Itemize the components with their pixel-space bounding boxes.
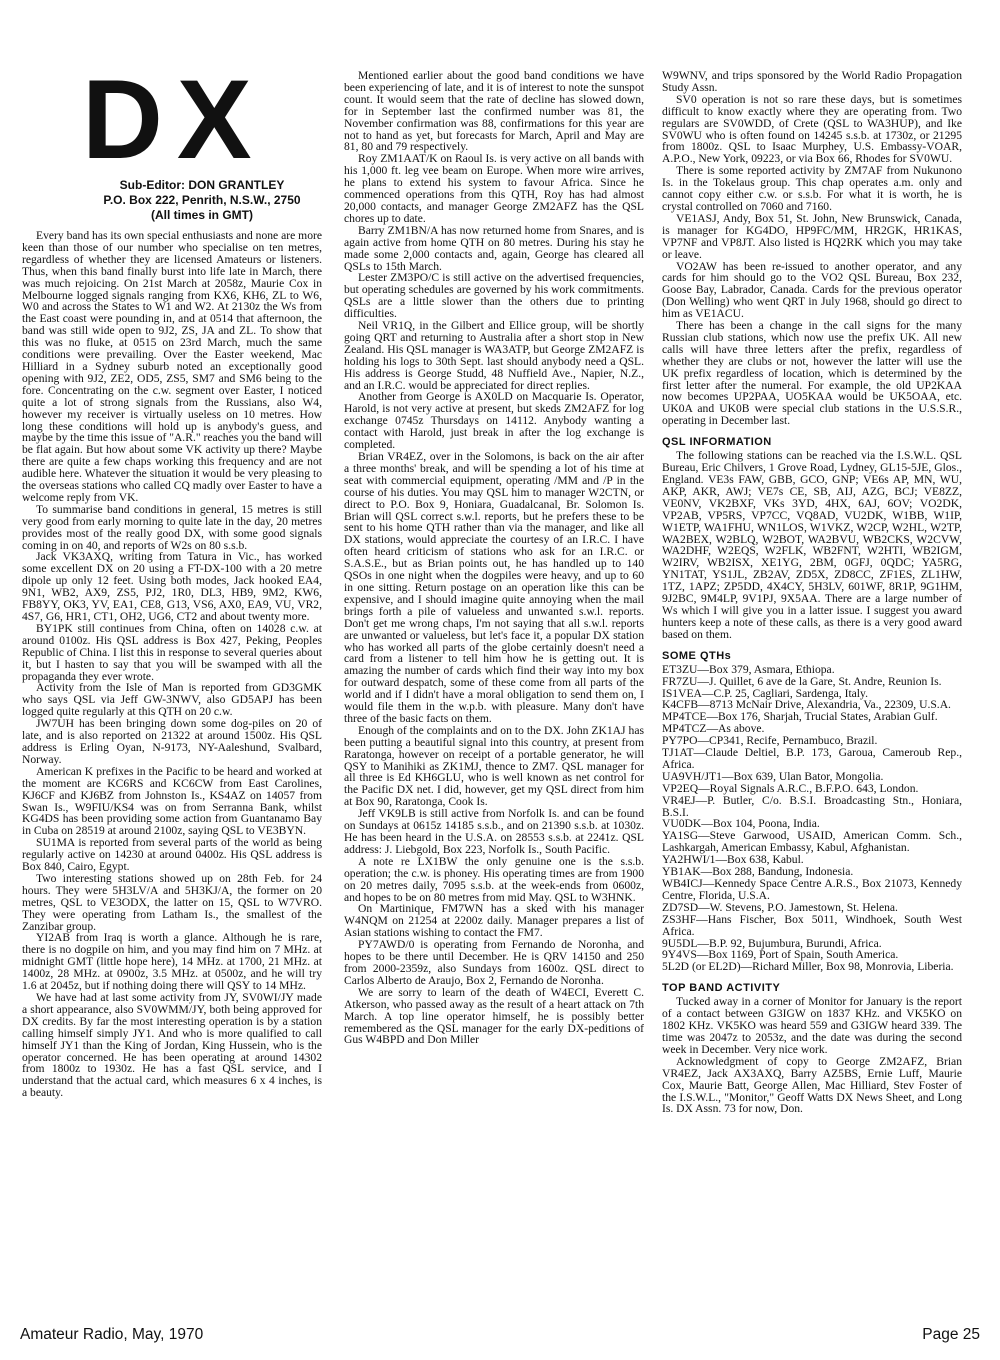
qth-entry: ET3ZU—Box 379, Asmara, Ethiopa. xyxy=(662,662,835,676)
qth-entry: YB1AK—Box 288, Bandung, Indonesia. xyxy=(662,865,854,879)
paragraph: Roy ZM1AAT/K on Raoul Is. is very active on all bands with his 1,000 ft. leg vee beam on Europe. When more wire arrives, he plans to extend his system to favour Africa. Since he commenced operations from this QTH, Roy has had almost 20,000 contacts, and manager George ZM2AFZ has the QSL chores up to date. xyxy=(344,152,644,225)
qth-entry: UA9VH/JT1—Box 639, Ulan Bator, Mongolia. xyxy=(662,769,884,783)
time-note: (All times in GMT) xyxy=(151,208,253,222)
section-title: DX xyxy=(82,57,266,182)
paragraph: SU1MA is reported from several parts of the world as being regularly active on 14230 at around 0400z. His QSL address is Box 840, Cairo, Egypt. xyxy=(22,836,322,874)
paragraph: VO2AW has been re-issued to another operator, and any cards for him should go to the VO2 QSL Bureau, Box 232, Goose Bay, Labrador, Canada. Cards for the previous operator (Don Welling) who went QRT in July 1968, should go direct to him as VE1ACU. xyxy=(662,259,962,321)
qth-entry: 9U5DL—B.P. 92, Bujumbura, Burundi, Africa. xyxy=(662,936,882,950)
qth-entry: WB4ICJ—Kennedy Space Centre A.R.S., Box 21073, Kennedy Centre, Florida, U.S.A. xyxy=(662,877,962,902)
publication-line: Amateur Radio, May, 1970 xyxy=(20,1326,204,1343)
qth-entry: YA2HWI/1—Box 638, Kabul. xyxy=(662,853,804,867)
qth-entry: 9Y4VS—Box 1169, Port of Spain, South America. xyxy=(662,948,899,962)
column-1-text xyxy=(22,230,322,1099)
acknowledgment-text: Acknowledgment of copy to George ZM2AFZ, Brian VR4EZ, Jack AX3AXQ, Barry AZ5BS, Ernie Luff, Maurie Cox, Maurie Batt, George Allen, Mac Hilliard, Stev Foster of the I.S.W.L., "Monitor," Geoff Watts DX News Sheet, and Long Is. DX Assn. 73 for now, Don. xyxy=(662,1054,962,1116)
some-qths-heading: SOME QTHs xyxy=(662,649,732,662)
column-3 xyxy=(662,70,962,1115)
qth-entry: FR7ZU—J. Quillet, 6 ave de la Gare, St. Andre, Reunion Is. xyxy=(662,674,942,688)
paragraph: There is some reported activity by ZM7AF from Nukunono Is. in the Tokelaus group. This chap operates a.m. only and cannot copy either c.w. or s.s.b. For what it is worth, he is crystal controlled on 7060 and 7160. xyxy=(662,164,962,213)
paragraph: JW7UH has been bringing down some dog-piles on 20 of late, and is also reported on 21322 at around 1500z. His QSL address is Erling Oyan, N-9173, NY-Aaleshund, Svalbard, Norway. xyxy=(22,717,322,766)
paragraph: There has been a change in the call signs for the many Russian club stations, which now use the prefix UK. All new calls will have three letters after the prefix, regardless of whether they are clubs or not, however the latter will use the UK prefix regardless of location, which is determined by the first letter after the numeral. For example, the old UP2KAA now becomes UP2PAA, UO5KAA would be UK5OAA, etc. UK0A and UK0B were special club stations in the U.S.S.R., operating in December last. xyxy=(662,319,962,428)
paragraph: Activity from the Isle of Man is reported from GD3GMK who says QSL via Jeff GW-3NWV, also GD5APJ has been logged quite regularly at this QTH on 20 c.w. xyxy=(22,681,322,719)
paragraph: Every band has its own special enthusiasts and none are more keen than those of our number who specialise on ten metres, regardless of whether they are licensed Amateurs or listeners. Thus, when this band finally burst into life late in March, there was much rejoicing. On 21st March at 2058z, Maurie Cox in Melbourne logged signals ranging from KX6, KH6, ZL to W6, W0 and across the States to W1 and W2. At 2130z the Ws from the East coast were pounding in, and at 0514 that afternoon, the band was still wide open to 9J2, ZS, JA and ZL. To show that this was no fluke, at 0515 on 23rd March, much the same conditions were prevailing. Over the Easter weekend, Mac Hilliard in a Sydney suburb noted an exceptionally good opening with 9J2, ZE2, OD5, ZS5, SM7 and SM6 being to the fore. Concentrating on the c.w. segment over Easter, I noticed quite a lot of strong signals from the Russians, also W4, however my receiver is virtually useless on 10 metres. How long these conditions will hold up is anybody's guess, and maybe by the time this issue of "A.R." reaches you the band will be flat again. But how about some VK activity up there? Maybe there are quite a few chaps working this frequency and are not audible here. Whatever the situation it would be very pleasing to the overseas stations who called CQ madly over Easter to have a welcome reply from VK. xyxy=(22,229,322,504)
qth-entry: ZS3HF—Hans Fischer, Box 5011, Windhoek, South West Africa. xyxy=(662,912,962,938)
editor-address: P.O. Box 222, Penrith, N.S.W., 2750 xyxy=(103,193,301,207)
top-band-heading: TOP BAND ACTIVITY xyxy=(662,982,781,995)
paragraph: A note re LX1BW the only genuine one is the s.s.b. operation; the c.w. is phoney. His operating times are from 1900 on 20 metres daily, 7095 s.s.b. at the week-ends from 0600z, and hopes to be on 80 metres from mid May. QSL to W3HNK. xyxy=(344,854,644,904)
paragraph: Neil VR1Q, in the Gilbert and Ellice group, will be shortly going QRT and returning to Australia after a short stop in New Zealand. His QSL manager is WA3ATP, but George ZM2AFZ is holding his logs to 30th Sept. last should anybody need a QSL. His address is George Studd, 48 Nuffield Ave., Napier, N.Z., and an I.R.C. would be appreciated for direct replies. xyxy=(344,319,644,392)
paragraph: W9WNV, and trips sponsored by the World Radio Propagation Study Assn. xyxy=(662,69,962,94)
qth-entry: TJ1AT—Claude Deltiel, B.P. 173, Garoua, Cameroub Rep., Africa. xyxy=(662,746,962,771)
paragraph: Barry ZM1BN/A has now returned home from Snares, and is again active from home QTH on 80 metres. During his stay he made some 2,000 contacts and, again, George has cleared all QSLs to 15th March. xyxy=(344,223,644,273)
paragraph: Lester ZM3PO/C is still active on the advertised frequencies, but operating schedules are governed by his work commitments. QSLs are a little slower than the others due to printing difficulties. xyxy=(344,271,644,321)
qsl-information-heading: QSL INFORMATION xyxy=(662,436,772,449)
qth-entry: VU0DK—Box 104, Poona, India. xyxy=(662,817,820,831)
masthead xyxy=(22,57,322,230)
paragraph: Enough of the complaints and on to the DX. John ZK1AJ has been putting a beautiful signal into this country, at present from Raratonga, however on receipt of a portable generator, he will QSY to Manihiki as ZK1MJ, thence to ZM7. QSL manager for all three is Ed KH6GLU, who is well known as net control for the Pacific DX net. I did, however, get my QSL direct from him at Box 90, Raratonga, Cook Is. xyxy=(344,723,644,809)
paragraph: Two interesting stations showed up on 28th Feb. for 24 hours. They were 5H3LV/A and 5H3KJ/A, the former on 20 metres, QSL to VE3ODX, the latter on 15, QSL to W7VRO. They were operating from Latham Is., the smallest of the Zanzibar group. xyxy=(22,871,322,933)
qth-entry: YA1SG—Steve Garwood, USAID, American Comm. Sch., Lashkargah, American Embassy, Kabul, Afghanistan. xyxy=(662,829,962,855)
qth-entry: K4CFB—8713 McNair Drive, Alexandria, Va., 22309, U.S.A. xyxy=(662,698,951,712)
qth-entry: 5L2D (or EL2D)—Richard Miller, Box 98, Monrovia, Liberia. xyxy=(662,960,954,974)
article xyxy=(22,57,982,1320)
qth-entry: VR4EJ—P. Butler, C/o. B.S.I. Broadcasting Stn., Honiara, B.S.I. xyxy=(662,793,962,819)
qth-entry: MP4TCZ—As above. xyxy=(662,722,765,736)
paragraph: PY7AWD/0 is operating from Fernando de Noronha, and hopes to be there until December. He is QRV 14150 and 250 from 2000-2359z, also Sundays from 1600z. QSL direct to Carlos Alberto de Araujo, Box 2, Fernando de Noronha. xyxy=(344,938,644,987)
paragraph: We have had at last some activity from JY, SV0WI/JY made a short appearance, also SV0WMM/JY, both being approved for DX credits. By far the most interesting operation is by a station calling himself simply JY1. And who is more qualified to call himself JY1 than the King of Jordan, King Hussein, who is the operator concerned. He has been operating at around 14302 from 1800z to 1930z. He has a fast QSL service, and I understand that the actual card, which measures 6 x 4 inches, is a beauty. xyxy=(22,991,322,1100)
sub-editor: Sub-Editor: DON GRANTLEY xyxy=(119,178,285,192)
paragraph: Jack VK3AXQ, writing from Tatura in Vic., has worked some excellent DX on 20 using a FT-DX-100 with a 20 metre dipole up only 12 feet. Using both modes, Jack hooked EA4, 9N1, WB2, AX9, ZS5, PJ2, 1R0, DL3, HB9, 9M2, KW6, FB8YY, OK3, YV, EA1, CE8, G13, VS6, AX0, EA9, VU, VR2, 4S7, G6, HR1, CT1, OH2, UG6, CT2 and about twenty more. xyxy=(22,550,322,623)
paragraph: SV0 operation is not so rare these days, but is sometimes difficult to know exactly where they are operating from. Two regulars are SV0WDD, of Crete (QSL to WA3HUP), and Ike SV0WU who is often found on 14245 s.s.b. at 1730z, or 21295 from 1800z. QSL to Isaac Murphey, U.S. Embassy-VOAR, A.P.O., New York, 09223, or via Box 66, Rhodes for SV0WU. xyxy=(662,92,962,166)
paragraph: Another from George is AX0LD on Macquarie Is. Operator, Harold, is not very active at present, but skeds ZM2AFZ for log exchange 0745z Thursdays on 14112. Anybody wanting a contact with Harold, just break in after the log exchange is completed. xyxy=(344,390,644,452)
paragraph: On Martinique, FM7WN has a sked with his manager W4NQM on 21254 at 2200z daily. Manager prepares a list of Asian stations wishing to contact the FM7. xyxy=(344,902,644,940)
qth-entry: IS1VEA—C.P. 25, Cagliari, Sardenga, Italy. xyxy=(662,686,868,700)
paragraph: American K prefixes in the Pacific to be heard and worked at the moment are KC6RS and KC6CW from East Carolines, KJ6CF and KJ6BZ from Johnston Is., KS4AZ on 14057 from Swan Is., W9FIU/KS4 was on from Serranna Bank, whilst KG4DS has been providing some action from Guantanamo Bay in Cuba on 28519 at around 2100z, saying QSL to VE3BYN. xyxy=(22,764,322,838)
page-number: Page 25 xyxy=(922,1326,980,1343)
column-1 xyxy=(22,57,322,1100)
qth-entry: ZD7SD—W. Stevens, P.O. Jamestown, St. Helena. xyxy=(662,900,898,914)
paragraph: We are sorry to learn of the death of W4ECI, Everett C. Atkerson, who passed away as the result of a heart attack on 7th March. A top line operator himself, he is possibly better remembered as the QSL manager for the early DX-peditions of Gus W4BPD and Don Miller xyxy=(344,985,644,1047)
qth-entry: VP2EQ—Royal Signals A.R.C., B.F.P.O. 643, London. xyxy=(662,781,919,795)
paragraph: Jeff VK9LB is still active from Norfolk Is. and can be found on Sundays at 0615z 14185 s.s.b., and on 21390 s.s.b. at 1030z. He has been heard in the U.S.A. on 28553 s.s.b. at 2241z. QSL address: J. Liebgold, Box 223, Norfolk Is., South Pacific. xyxy=(344,807,644,856)
qsl-information-text: The following stations can be reached via the I.S.W.L. QSL Bureau, Eric Chilvers, 1 Grove Road, Lydney, GL15-5JE, Glos., England. VE3s FAW, GBB, GCO, GNP; VE6s AP, MN, WU, AKP, AKR, AWJ; VE7s CE, SB, AIJ, AZG, BCJ; VE8ZZ, VE0NV, VK2BXF, VKs 3YD, 4HX, 6AJ, 6OV; VO2DK, VP2AB, VP5RS, VP7CC, VQ8AD, VU2DK, W1BB, W1IP, W1ETP, WA1FHU, WN1LOS, W1VKZ, W2CP, W2HL, W2TP, WA2BEX, W2BLQ, W2BOT, WA2BVU, WB2CKS, W2CVW, WA2DHF, W2EQS, W2FLK, WB2FNT, W2HTI, WB2IGM, W2IRV, WB2ISX, XE1YG, 2BM, 0GFJ, 0QDC; YA5RG, YN1TAT, YS1JL, ZB2AV, ZD5X, ZD8CC, ZF1ES, ZL1HW, 1TZ, 1APZ; ZP5DD, 4X4CY, 5H3LV, 601WF, 8R1P, 9G1HM, 9J2BC, 9M4LP, 9V1PJ, 9X5AA. There are a large number of Ws which I will give you in a latter issue. I suggest you award hunters keep a note of these calls, as there is a very good award based on them. xyxy=(662,449,962,641)
paragraph: To summarise band conditions in general, 15 metres is still very good from early morning to quite late in the day, 20 metres provides most of the really good DX, with some good signals coming in on 40, and reports of W2s on 80 s.s.b. xyxy=(22,502,322,552)
paragraph: BY1PK still continues from China, often on 14028 c.w. at around 0100z. His QSL address is Box 427, Peking, Peoples Republic of China. I list this in response to several queries about it, but I hasten to say that you will be swamped with all the propaganda they ever wrote. xyxy=(22,621,322,683)
paragraph: Mentioned earlier about the good band conditions we have been experiencing of late, and it is of interest to note the sunspot count. It would seem that the rate of decline has slowed down, for in September last the confirmed number was 81, the November confirmation was 88, confirmations for this year are not to hand as yet, but forecasts for March, April and May are 81, 80 and 79 respectively. xyxy=(344,69,644,154)
qth-list xyxy=(662,664,962,974)
paragraph: VE1ASJ, Andy, Box 51, St. John, New Brunswick, Canada, is manager for KG4DO, HP9FC/MM, HR2GK, HR1KAS, VP7NF and VP8JT. Also listed is HQ2RK which you may take or leave. xyxy=(662,211,962,261)
qth-entry: MP4TCE—Box 176, Sharjah, Trucial States, Arabian Gulf. xyxy=(662,710,938,724)
top-band-text: Tucked away in a corner of Monitor for January is the report of a contact between G3IGW on 1837 KHz. and VK5KO on 1802 KHz. VK5KO was heard 559 and G3IGW heard 339. The time was 2047z to 2053z, and the date was during the second week in December. Very nice work. xyxy=(662,995,962,1056)
qth-entry: PY7PO—CP341, Recife, Pernambuco, Brazil. xyxy=(662,734,878,748)
column-2 xyxy=(344,70,644,1046)
paragraph: Brian VR4EZ, over in the Solomons, is back on the air after a three months' break, and will be spending a lot of his time at seat with commercial equipment, operating /MM and /P in the course of his duties. You may QSL him to manager W2CTN, or direct to P.O. Box 9, Honiara, Guadalcanal, Br. Solomon Is. Brian will QSL correct s.w.l. reports, but he prefers these to be sent to his home QTH rather than via the manager, and like all DX stations, would appreciate the courtesy of an I.R.C. I have often heard criticism of stations who ask for an I.R.C. or S.A.S.E., but as Brian points out, he has handled up to 140 QSOs in one night when the dogpiles were heavy, and up to 60 in one sitting. Return postage on an operation like this can be expensive, and I should imagine quite annoying when the mail brings forth a pile of valueless and unwanted s.w.l. reports. Don't get me wrong chaps, I'm not saying that all s.w.l. reports are unwanted or valueless, but let's face it, a popular DX station who has worked all parts of the globe certainly doesn't need a card from a listener to tell him how he is getting out. It is amazing the number of cards which find their way into my box for outward despatch, some of these come from all parts of the world and if I didn't have a moral obligation to send them on, I would file them in the w.p.b. with pleasure. Many don't have three of the basic facts on them. xyxy=(344,450,644,725)
paragraph: YI2AB from Iraq is worth a glance. Although he is rare, there is no dogpile on him, and you may find him on 7 MHz. at midnight GMT (little hope here), 14 MHz. at 1700, 21 MHz. at 1400z, 28 MHz. at 0900z, 3.5 MHz. at 0500z, and he will try 1.6 at 2045z, but if nothing doing there will QSY to 14 MHz. xyxy=(22,931,322,993)
